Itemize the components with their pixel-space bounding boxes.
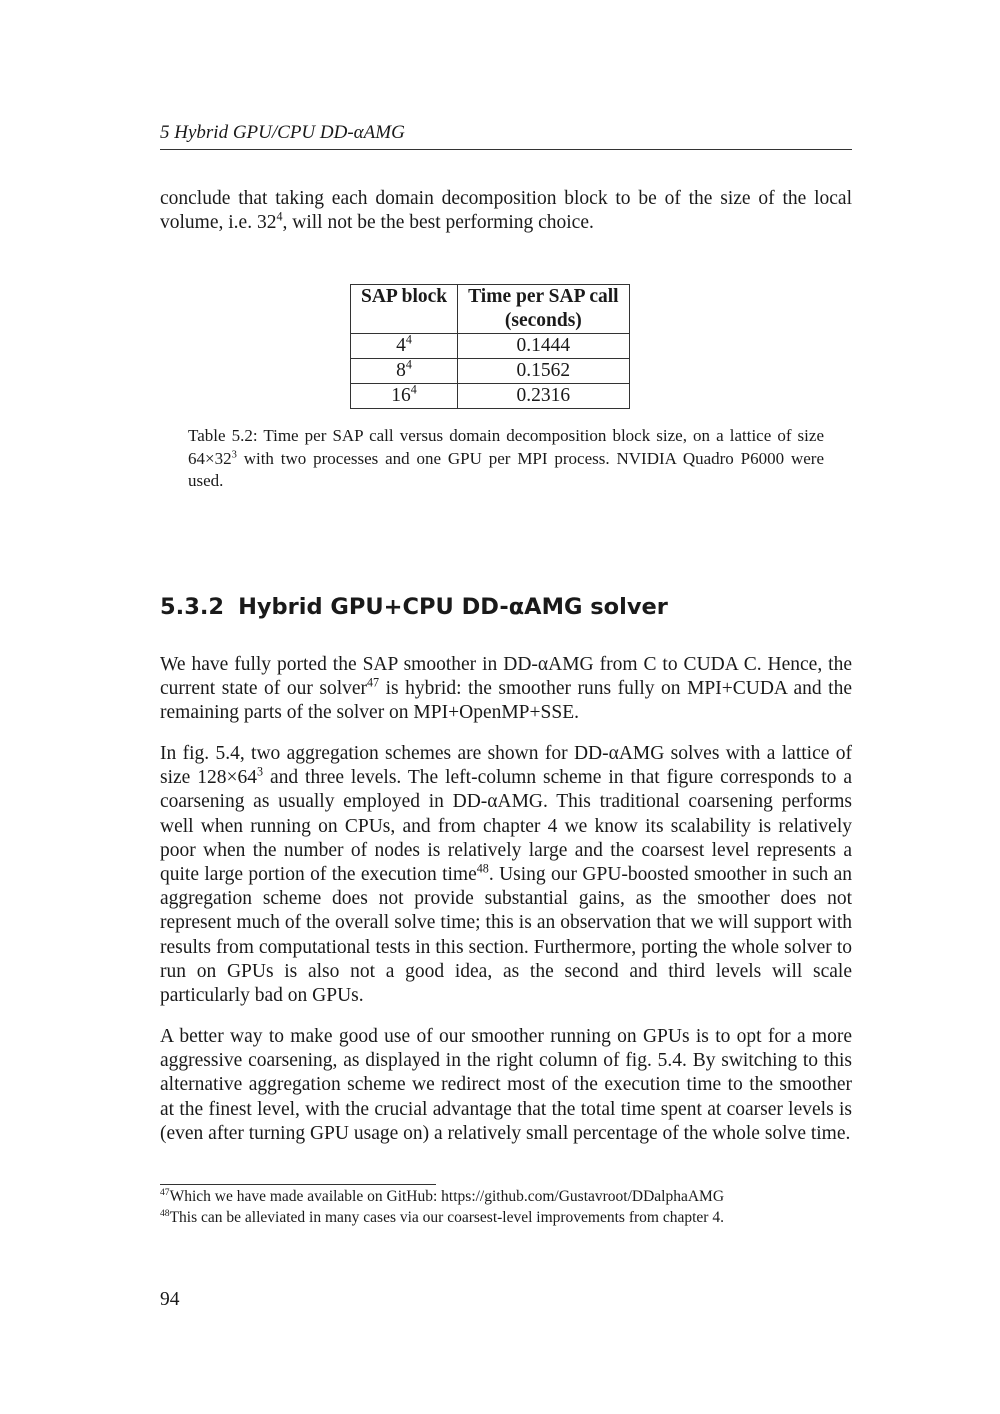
section-heading — [160, 594, 668, 620]
paragraph-1 — [160, 653, 852, 726]
intro-text-end: , will not be the best performing choice. — [282, 212, 594, 234]
section-number: 5.3.2 — [160, 594, 225, 620]
table-cell-time: 0.2316 — [458, 384, 629, 409]
footnote-mark: 48 — [160, 1208, 170, 1220]
footnote-mark: 47 — [160, 1187, 170, 1199]
section-title: Hybrid GPU+CPU DD-αAMG solver — [238, 594, 668, 620]
intro-text: conclude that taking each domain decomposition block to be of the size of the local volume, i.e. 32 — [160, 188, 852, 234]
table-caption — [188, 425, 824, 493]
header-sap-block: SAP block — [351, 285, 458, 334]
intro-paragraph — [160, 187, 852, 235]
table-row — [351, 334, 630, 359]
block-base: 16 — [391, 385, 411, 406]
paragraph-3: A better way to make good use of our smoother running on GPUs is to opt for a more aggressive coarsening, as displayed in the right column of fig. 5.4. By switching to this alternative aggregation scheme we redirect most of the execution time to the smoother at the finest level, with the crucial advantage that the total time spent at coarser levels is (even after turning GPU usage on) a relatively small percentage of the whole solve time. — [160, 1026, 852, 1144]
paragraph-2-text-mid: and three levels. The left-column scheme in that figure corresponds to a coarsening as usually employed in DD-αAMG. This traditional coarsening performs well when running on CPUs, and from chapter 4 we know its scalability is relatively poor when the number of nodes is relatively large and the coarsest level represents a quite large portion of the execution time — [160, 767, 852, 886]
paragraph-2-text-end: . Using our GPU-boosted smoother in such an aggregation scheme does not provide substantial gains, as the smoother does not represent much of the overall solve time; this is an observation that we will support with results from computational tests in this section. Furthermore, porting the whole solver to run on GPUs is also not a good idea, as the second and third levels will scale particularly bad on GPUs. — [160, 864, 852, 1007]
table-row — [351, 359, 630, 384]
block-exponent: 4 — [405, 332, 412, 347]
page-number: 94 — [160, 1289, 180, 1310]
table-cell-block — [351, 334, 458, 359]
header-time-line2: (seconds) — [504, 310, 582, 331]
intro-exponent: 4 — [276, 209, 283, 224]
footnote-text: This can be alleviated in many cases via our coarsest-level improvements from chapter 4. — [169, 1209, 724, 1226]
paragraph-2-text: In fig. 5.4, two aggregation schemes are shown for DD-αAMG solves with a lattice of size 128×64 — [160, 743, 852, 789]
running-head: 5 Hybrid GPU/CPU DD-αAMG — [160, 122, 852, 150]
footnote-ref-48: 48 — [476, 861, 489, 876]
block-exponent: 4 — [405, 357, 412, 372]
footnote-48 — [160, 1208, 860, 1228]
sap-table — [350, 284, 630, 409]
table-cell-time: 0.1562 — [458, 359, 629, 384]
lattice-exponent: 3 — [257, 764, 264, 779]
header-time-per-call — [458, 285, 629, 334]
footnote-ref-47: 47 — [367, 675, 380, 690]
table-cell-time: 0.1444 — [458, 334, 629, 359]
table-row — [351, 384, 630, 409]
table-cell-block — [351, 384, 458, 409]
footnote-47 — [160, 1187, 860, 1207]
block-exponent: 4 — [410, 382, 417, 397]
table-cell-block — [351, 359, 458, 384]
caption-text-end: with two processes and one GPU per MPI process. NVIDIA Quadro P6000 were used. — [188, 448, 824, 490]
paragraph-1-text: We have fully ported the SAP smoother in DD-αAMG from C to CUDA C. Hence, the current state of our solver — [160, 654, 852, 700]
footnote-text: Which we have made available on GitHub: https://github.com/Gustavroot/DDalphaAMG — [169, 1188, 725, 1205]
paragraph-1-text-end: is hybrid: the smoother runs fully on MPI+CUDA and the remaining parts of the solver on MPI+OpenMP+SSE. — [160, 678, 852, 724]
caption-text: Table 5.2: Time per SAP call versus domain decomposition block size, on a lattice of size 64×32 — [188, 426, 824, 468]
paragraph-2 — [160, 742, 852, 1008]
header-time-line1: Time per SAP call — [468, 286, 619, 307]
block-base: 8 — [396, 360, 406, 381]
table-header-row — [351, 285, 630, 334]
footnote-rule — [160, 1184, 436, 1185]
caption-exponent: 3 — [231, 448, 237, 460]
block-base: 4 — [396, 335, 406, 356]
